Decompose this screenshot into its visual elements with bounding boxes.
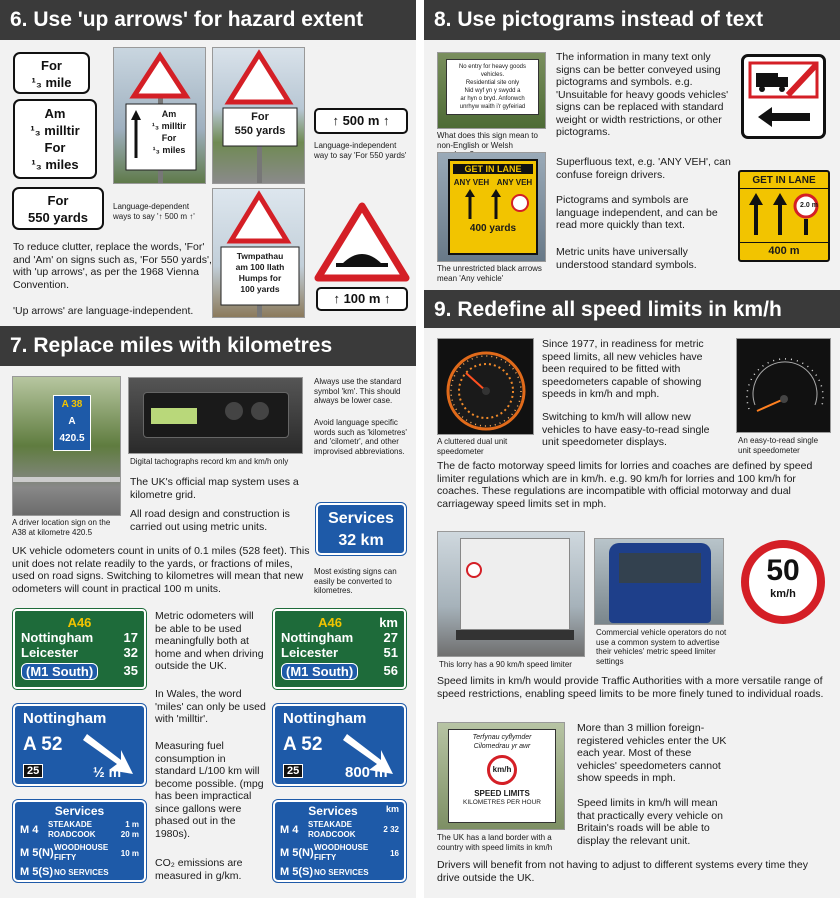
section-8-paragraph-2: Superfluous text, e.g. 'ANY VEH', can confuse foreign drivers. bbox=[556, 156, 731, 181]
dest-name: Nottingham bbox=[21, 630, 94, 645]
sign-line: ¹₃ mile bbox=[31, 75, 72, 90]
photo-digital-tachograph bbox=[128, 377, 303, 454]
services-line: 32 km bbox=[338, 532, 384, 549]
section-6-paragraph-1: To reduce clutter, replace the words, 'For' and 'Am' on signs such as, 'For 550 yards', with 'up arrows', as per the 1968 Vienna Convention. bbox=[13, 241, 212, 291]
services-title: Services bbox=[54, 804, 105, 818]
blue-direction-sign-miles bbox=[13, 704, 146, 786]
plate-line: Am bbox=[161, 109, 177, 119]
services-header bbox=[280, 804, 399, 818]
plate-line: ¹₃ miles bbox=[152, 145, 186, 155]
coach-caption: Commercial vehicle operators do not use a common system to advertise their vehicles' metric speed limiter settings bbox=[596, 628, 727, 666]
sign-for-third-mile bbox=[13, 52, 90, 94]
plate-line: Humps for bbox=[238, 273, 282, 283]
a38-line: A bbox=[68, 416, 76, 427]
border-sign-board bbox=[448, 729, 556, 823]
text-sign-board bbox=[446, 59, 539, 115]
service-name: NO SERVICES bbox=[314, 867, 369, 877]
tacho-button bbox=[251, 402, 269, 420]
section-6-title: 6. Use 'up arrows' for hazard extent bbox=[0, 0, 416, 40]
service-dist: 2 32 bbox=[383, 825, 399, 834]
sign-100m-arrows: ↑ 100 m ↑ bbox=[316, 287, 408, 311]
route-row bbox=[281, 615, 398, 630]
photo-lorry-rear bbox=[437, 531, 585, 657]
services-title: Services bbox=[308, 804, 358, 818]
photo-coach-rear bbox=[594, 538, 724, 625]
section-7-title: 7. Replace miles with kilometres bbox=[0, 326, 416, 366]
dest-row bbox=[21, 630, 138, 645]
plate-text bbox=[221, 251, 299, 295]
lane-label: ANY VEH bbox=[453, 178, 490, 187]
service-name: NO SERVICES bbox=[54, 867, 109, 877]
a38-line: A 38 bbox=[61, 399, 83, 410]
dest-row bbox=[281, 660, 398, 680]
text-sign-caption: What does this sign mean to non-English or Welsh bbox=[437, 131, 538, 150]
road-design-text: All road design and construction is carried out using metric units. bbox=[130, 508, 290, 533]
plate-line: ¹₃ milltir bbox=[151, 121, 187, 131]
service-name: STEAKADE ROADCOOK bbox=[308, 820, 356, 839]
services-row bbox=[20, 820, 139, 840]
service-dist: 10 m bbox=[120, 848, 139, 858]
lane-arrows-icon bbox=[740, 189, 828, 237]
sign-line: 550 yards bbox=[28, 210, 88, 225]
plate-text bbox=[144, 108, 194, 156]
side-note-2: Avoid language specific words such as 'kilometres' and 'cilometr', and other improvised abbreviations. bbox=[314, 418, 407, 456]
sign-line: ¹₃ miles bbox=[31, 157, 79, 172]
motorway-id: M 5(S) bbox=[280, 866, 313, 878]
dual-speedometer-icon bbox=[438, 339, 534, 435]
dest-name: Leicester bbox=[21, 645, 79, 660]
service-dist: 1 m 20 m bbox=[120, 820, 139, 839]
services-row bbox=[280, 843, 399, 863]
section-9-paragraph-2: Switching to km/h will allow new vehicles to have easy-to-read single unit speedometer displays. bbox=[542, 411, 710, 448]
odometer-text: UK vehicle odometers count in units of 0.1 miles (528 feet). This unit does not relate readily to the yards, or fractions of miles, used on road signs. Switching to kilometres will mean that new odometers will count in practical 100 m units. bbox=[12, 545, 310, 595]
tacho-button bbox=[225, 402, 243, 420]
service-name: WOODHOUSE FIFTY bbox=[54, 843, 109, 862]
sign-line: KILOMETRES PER HOUR bbox=[462, 799, 541, 806]
photo-single-speedometer bbox=[736, 338, 831, 433]
dest-row bbox=[21, 660, 138, 680]
lane-labels bbox=[450, 178, 536, 187]
section-8-paragraph-4: Metric units have universally understood standard symbols. bbox=[556, 246, 697, 271]
route-number: A46 bbox=[318, 615, 343, 630]
photo-text-only-sign bbox=[437, 52, 546, 129]
section-9-paragraph-3: The de facto motorway speed limits for lorries and coaches are defined by speed limiter regulations which are in km/h. e.g. 90 km/h for lorries and 100 km/h for coaches. These regulations are incompatible with official motorway and dual carriageway speed limits set in mph. bbox=[437, 460, 813, 510]
fuel-consumption-text: Measuring fuel consumption in standard L/100 km will become possible. (mpg has been impractical since gallons were phased out in the 1980s). bbox=[155, 740, 264, 840]
services-row bbox=[280, 866, 399, 878]
photo-welsh-bend-sign bbox=[113, 47, 206, 184]
sign-line: For bbox=[47, 193, 69, 208]
photo-border-speed-sign bbox=[437, 722, 565, 830]
distance: 800 m bbox=[345, 764, 388, 781]
service-dist: 16 bbox=[390, 848, 399, 858]
sign-line: Residential site only bbox=[465, 80, 520, 86]
wales-miles-text: In Wales, the word 'miles' can only be used with 'milltir'. bbox=[155, 688, 266, 725]
photo-a38-location-sign bbox=[12, 376, 121, 516]
photo-slippery-road-sign bbox=[212, 47, 305, 184]
independent-caption: Language-independent way to say 'For 550 yards' bbox=[314, 141, 407, 160]
hump-warning-triangle bbox=[312, 200, 412, 284]
width-limit-label: 2.0 m bbox=[800, 202, 818, 209]
section-8-title: 8. Use pictograms instead of text bbox=[424, 0, 840, 40]
services-line: Services bbox=[328, 510, 394, 527]
sign-line: 400 yards bbox=[469, 223, 517, 234]
sign-line: Nid wyf yn y swydd a bbox=[464, 88, 521, 94]
place-name: Nottingham bbox=[283, 710, 367, 727]
lorry-pictogram-icon bbox=[744, 57, 823, 136]
lane-label: ANY VEH bbox=[496, 178, 533, 187]
place-name: Nottingham bbox=[23, 710, 107, 727]
sign-for-550-yards bbox=[12, 187, 104, 230]
sign-line: 400 m bbox=[740, 242, 828, 257]
services-row bbox=[20, 866, 139, 878]
section-9-paragraph-7: Drivers will benefit from not having to adjust to different systems every time they drive outside the UK. bbox=[437, 859, 808, 884]
metric-odometer-text: Metric odometers will be able to be used meaningfully both at home and when driving outside the UK. bbox=[155, 610, 264, 672]
green-sign-km bbox=[273, 609, 406, 689]
services-caption: Most existing signs can easily be converted to kilometres. bbox=[314, 567, 397, 595]
lorry-bumper bbox=[456, 630, 574, 640]
route-number: A46 bbox=[67, 615, 92, 630]
dual-speedo-caption: A cluttered dual unit speedometer bbox=[437, 437, 508, 456]
sign-500m-arrows: ↑ 500 m ↑ bbox=[314, 108, 408, 134]
unit-label: km bbox=[385, 804, 399, 814]
dest-name: Leicester bbox=[281, 645, 339, 660]
sign-line: For bbox=[41, 58, 62, 73]
section-9-paragraph-4: Speed limits in km/h would provide Traffic Authorities with a more versatile range of speed restrictions, enabling speed limits to be more finely tuned to individual roads. bbox=[437, 675, 824, 700]
speed-unit: km/h bbox=[770, 588, 796, 600]
tacho-display bbox=[151, 408, 197, 424]
hgv-prohibition-sign bbox=[741, 54, 826, 139]
dest-dist: 27 bbox=[383, 630, 398, 645]
section-9-title: 9. Redefine all speed limits in km/h bbox=[424, 290, 840, 328]
sign-welsh-english-miles bbox=[13, 99, 97, 179]
coach-window bbox=[619, 553, 701, 583]
dest-dist: 35 bbox=[123, 663, 138, 678]
services-32km-sign bbox=[316, 503, 406, 555]
services-row bbox=[20, 843, 139, 863]
sign-line: GET IN LANE bbox=[453, 164, 533, 174]
services-sign-km bbox=[273, 800, 406, 882]
co2-text: CO₂ emissions are measured in g/km. bbox=[155, 857, 243, 882]
sign-line: Am bbox=[44, 106, 66, 121]
dest-dist: 17 bbox=[123, 630, 138, 645]
border-caption: The UK has a land border with a country with speed limits in km/h bbox=[437, 833, 553, 852]
motorway-id: M 4 bbox=[280, 824, 299, 836]
distance: ½ m bbox=[93, 764, 122, 780]
a38-sign bbox=[53, 395, 91, 451]
lane-arrows-icon bbox=[450, 187, 536, 221]
sign-line: SPEED LIMITS bbox=[474, 789, 530, 798]
sign-line: ar hyn o bryd. Anfonwch bbox=[460, 96, 525, 102]
green-sign-miles bbox=[13, 609, 146, 689]
tacho-caption: Digital tachographs record km and km/h only bbox=[130, 457, 289, 466]
a38-caption: A driver location sign on the A38 at kilometre 420.5 bbox=[12, 518, 111, 537]
dest-name: Nottingham bbox=[281, 630, 354, 645]
junction-number: 25 bbox=[283, 764, 303, 778]
dest-dist: 32 bbox=[123, 645, 138, 660]
single-speedometer-icon bbox=[737, 339, 831, 433]
plate-line: am 100 llath bbox=[235, 262, 285, 272]
dest-row bbox=[21, 645, 138, 660]
sign-line: For bbox=[44, 140, 66, 155]
dest-name: (M1 South) bbox=[281, 663, 358, 680]
metric-lane-sign bbox=[738, 170, 830, 262]
section-9-paragraph-6: Speed limits in km/h will mean that practically every vehicle on Britain's roads will be able to display the relevant unit. bbox=[577, 797, 723, 847]
lane-sign-board bbox=[448, 159, 538, 255]
sign-line: unrhyw waith i'r gyfeiriad bbox=[459, 104, 526, 110]
road-number: A 52 bbox=[283, 734, 323, 755]
plate-text bbox=[223, 110, 297, 138]
photo-humps-sign bbox=[212, 188, 305, 318]
sign-line: Terfynau cyflymder bbox=[472, 734, 532, 741]
section-9-paragraph-1: Since 1977, in readiness for metric speed limits, all new vehicles have been required to be fitted with speedometers capable of showing speeds in km/h and mph. bbox=[542, 338, 704, 400]
lorry-caption: This lorry has a 90 km/h speed limiter bbox=[439, 660, 572, 669]
section-6-paragraph-2: 'Up arrows' are language-independent. bbox=[13, 305, 194, 317]
sign-line: GET IN LANE bbox=[740, 175, 828, 189]
map-grid-text: The UK's official map system uses a kilometre grid. bbox=[130, 476, 299, 501]
plate-line: 100 yards bbox=[240, 284, 280, 294]
blue-direction-sign-metres bbox=[273, 704, 406, 786]
sign-line: Cilomedrau yr awr bbox=[473, 743, 531, 750]
service-name: STEAKADE ROADCOOK bbox=[48, 820, 96, 839]
plate-line: 550 yards bbox=[234, 125, 286, 137]
guardrail bbox=[13, 477, 121, 482]
services-sign-miles bbox=[13, 800, 146, 882]
speed-value: 50 bbox=[766, 554, 800, 587]
section-8-paragraph-1: The information in many text only signs can be better conveyed using pictograms and symbols. e.g. 'Unsuitable for heavy goods vehicles' signs can be replaced with standard weight or width restrictions, or other pictograms. bbox=[556, 51, 729, 138]
road-number: A 52 bbox=[23, 734, 63, 755]
plate-line: For bbox=[251, 111, 269, 123]
dependent-caption: Language-dependent ways to say '↑ 500 m ↑' bbox=[113, 202, 195, 221]
section-8-paragraph-3: Pictograms and symbols are language independent, and can be read more quickly than text. bbox=[556, 194, 718, 231]
plate-line: Twmpathau bbox=[236, 251, 284, 261]
section-9-paragraph-5: More than 3 million foreign-registered vehicles enter the UK each year. Most of these vehicles' speedometers cannot show speeds in mph. bbox=[577, 722, 727, 784]
photo-get-in-lane-sign bbox=[437, 152, 546, 262]
unit-label: km bbox=[379, 615, 398, 630]
speed-limit-50-sign bbox=[741, 540, 825, 624]
dest-name: (M1 South) bbox=[21, 663, 98, 680]
kmh-disc: km/h bbox=[487, 755, 517, 785]
sign-line: ¹₃ milltir bbox=[30, 123, 80, 138]
sign-line: No entry for heavy goods vehicles. bbox=[458, 64, 527, 78]
single-speedo-caption: An easy-to-read single unit speedometer bbox=[738, 436, 819, 455]
service-name: WOODHOUSE FIFTY bbox=[314, 843, 369, 862]
motorway-id: M 4 bbox=[20, 824, 39, 836]
dest-dist: 51 bbox=[383, 645, 398, 660]
lorry-body bbox=[460, 538, 570, 630]
motorway-id: M 5(N) bbox=[20, 847, 54, 859]
services-row bbox=[280, 820, 399, 840]
plate-line: For bbox=[161, 133, 177, 143]
lorry-speed-disc bbox=[466, 562, 482, 578]
dest-dist: 56 bbox=[383, 663, 398, 678]
junction-number: 25 bbox=[23, 764, 43, 778]
photo-dual-speedometer bbox=[437, 338, 534, 435]
dest-row bbox=[281, 630, 398, 645]
side-note-1: Always use the standard symbol 'km'. This should always be lower case. bbox=[314, 377, 402, 405]
motorway-id: M 5(N) bbox=[280, 847, 314, 859]
motorway-id: M 5(S) bbox=[20, 866, 53, 878]
lane-sign-caption: The unrestricted black arrows mean 'Any vehicle' bbox=[437, 264, 542, 283]
a38-line: 420.5 bbox=[59, 433, 85, 444]
dest-row bbox=[281, 645, 398, 660]
